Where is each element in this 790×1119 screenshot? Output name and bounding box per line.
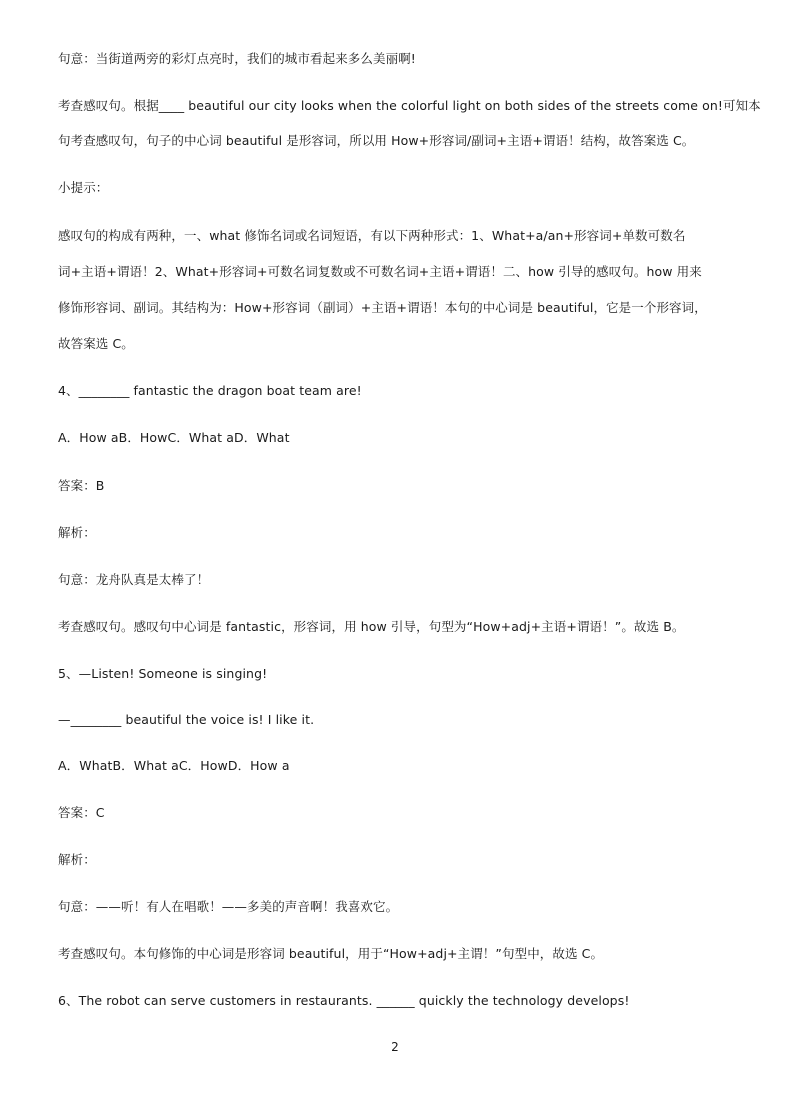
tip-line: 词+主语+谓语！2、What+形容词+可数名词复数或不可数名词+主语+谓语！二、how 引导的感叹句。how 用来: [58, 264, 702, 279]
analysis-line: 句考查感叹句，句子的中心词 beautiful 是形容词，所以用 How+形容词/副词+主语+谓语！结构，故答案选 C。: [58, 133, 695, 148]
question-4-analysis-label: 解析：: [58, 525, 96, 540]
sentence-meaning-line: 句意：当街道两旁的彩灯点亮时，我们的城市看起来多么美丽啊!: [58, 51, 416, 66]
question-5-meaning: 句意：——听！有人在唱歌！——多美的声音啊！我喜欢它。: [58, 899, 399, 914]
question-5-line-2: —________ beautiful the voice is! I like it.: [58, 712, 315, 727]
question-4-answer: 答案：B: [58, 478, 105, 493]
question-5-answer: 答案：C: [58, 805, 105, 820]
tip-line: 修饰形容词、副词。其结构为：How+形容词（副词）+主语+谓语！本句的中心词是 beautiful，它是一个形容词，: [58, 300, 707, 315]
analysis-line: 考查感叹句。根据____ beautiful our city looks when the colorful light on both sides of the streets come on!可知本: [58, 98, 761, 113]
question-4-meaning: 句意：龙舟队真是太棒了！: [58, 572, 210, 587]
question-4: 4、________ fantastic the dragon boat team are!: [58, 383, 362, 398]
question-4-explanation: 考查感叹句。感叹句中心词是 fantastic，形容词，用 how 引导，句型为“How+adj+主语+谓语！”。故选 B。: [58, 619, 685, 634]
tip-line: 故答案选 C。: [58, 336, 134, 351]
question-6: 6、The robot can serve customers in restaurants. ______ quickly the technology develops!: [58, 993, 630, 1008]
question-5-options: A．WhatB．What aC．HowD．How a: [58, 758, 290, 773]
question-5-analysis-label: 解析：: [58, 852, 96, 867]
question-4-options: A．How aB．HowC．What aD．What: [58, 430, 290, 445]
tip-line: 感叹句的构成有两种，一、what 修饰名词或名词短语，有以下两种形式：1、What+a/an+形容词+单数可数名: [58, 228, 686, 243]
question-5: 5、—Listen! Someone is singing!: [58, 666, 268, 681]
page-number: 2: [391, 1040, 399, 1054]
tip-heading: 小提示：: [58, 180, 109, 195]
question-5-explanation: 考查感叹句。本句修饰的中心词是形容词 beautiful，用于“How+adj+主谓！”句型中，故选 C。: [58, 946, 604, 961]
